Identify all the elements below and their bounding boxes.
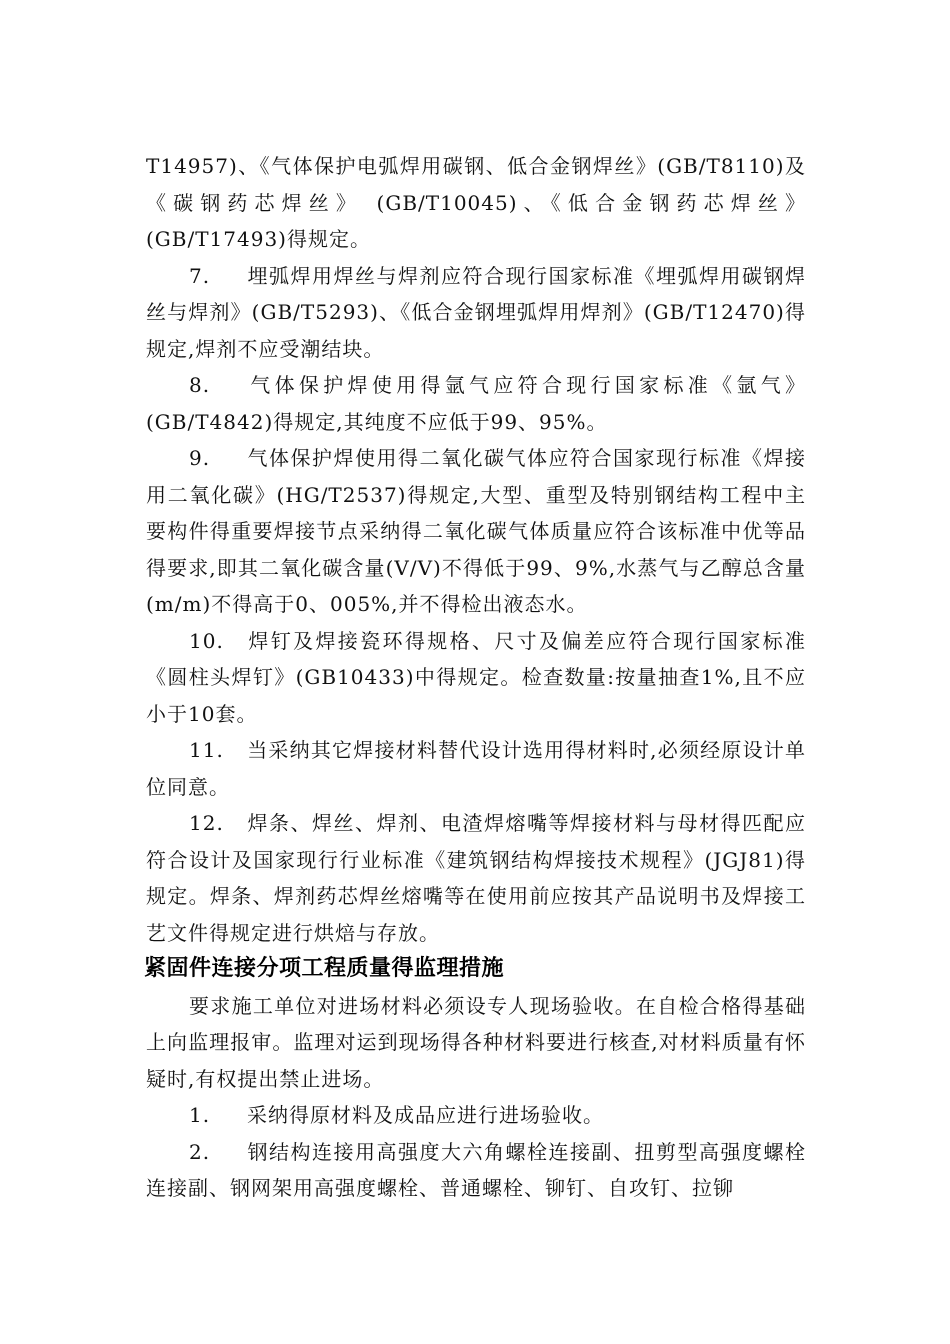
list-item [146, 1097, 806, 1134]
list-item [146, 623, 806, 733]
list-item [146, 367, 806, 440]
item-number: 8. [189, 373, 211, 397]
item-number: 10. [189, 628, 224, 653]
document-body [146, 148, 806, 1207]
item-number: 11. [189, 738, 224, 762]
paragraph-continuation: T14957)、《气体保护电弧焊用碳钢、低合金钢焊丝》(GB/T8110)及《碳钢药芯焊丝》 (GB/T10045)、《低合金钢药芯焊丝》(GB/T17493)得规定。 [146, 154, 806, 251]
item-number: 12. [189, 811, 224, 835]
intro-paragraph: 要求施工单位对进场材料必须设专人现场验收。在自检合格得基础上向监理报审。监理对运到现场得各种材料要进行核查,对材料质量有怀疑时,有权提出禁止进场。 [146, 993, 806, 1091]
list-item [146, 440, 806, 623]
item-text: 钢结构连接用高强度大六角螺栓连接副、扭剪型高强度螺栓连接副、钢网架用高强度螺栓、普通螺栓、铆钉、自攻钉、拉铆 [146, 1139, 806, 1200]
item-number: 1. [189, 1103, 211, 1127]
item-text: 当采纳其它焊接材料替代设计选用得材料时,必须经原设计单位同意。 [146, 738, 806, 799]
item-text: 焊条、焊丝、焊剂、电渣焊熔嘴等焊接材料与母材得匹配应符合设计及国家现行行业标准《建筑钢结构焊接技术规程》(JGJ81)得规定。焊条、焊剂药芯焊丝熔嘴等在使用前应按其产品说明书及焊接工艺文件得规定进行烘焙与存放。 [146, 811, 806, 945]
item-text: 埋弧焊用焊丝与焊剂应符合现行国家标准《埋弧焊用碳钢焊丝与焊剂》(GB/T5293)、《低合金钢埋弧焊用焊剂》(GB/T12470)得规定,焊剂不应受潮结块。 [146, 263, 806, 361]
item-number: 2. [189, 1139, 211, 1164]
item-text: 焊钉及焊接瓷环得规格、尺寸及偏差应符合现行国家标准《圆柱头焊钉》(GB10433)中得规定。检查数量:按量抽查1%,且不应小于10套。 [146, 628, 806, 726]
item-text: 气体保护焊使用得氩气应符合现行国家标准《氩气》(GB/T4842)得规定,其纯度不应低于99、95%。 [146, 373, 806, 434]
item-number: 7. [189, 263, 211, 288]
list-item [146, 732, 806, 805]
list-item [146, 258, 806, 368]
list-item [146, 805, 806, 951]
item-text: 气体保护焊使用得二氧化碳气体应符合国家现行标准《焊接用二氧化碳》(HG/T2537)得规定,大型、重型及特别钢结构工程中主要构件得重要焊接节点采纳得二氧化碳气体质量应符合该标准中优等品得要求,即其二氧化碳含量(V/V)不得低于99、9%,水蒸气与乙醇总含量(m/m)不得高于0、005%,并不得检出液态水。 [146, 446, 806, 616]
item-number: 9. [189, 446, 211, 470]
list-item [146, 1134, 806, 1207]
item-text: 采纳得原材料及成品应进行进场验收。 [247, 1103, 604, 1127]
section-heading: 紧固件连接分项工程质量得监理措施 [144, 956, 505, 981]
